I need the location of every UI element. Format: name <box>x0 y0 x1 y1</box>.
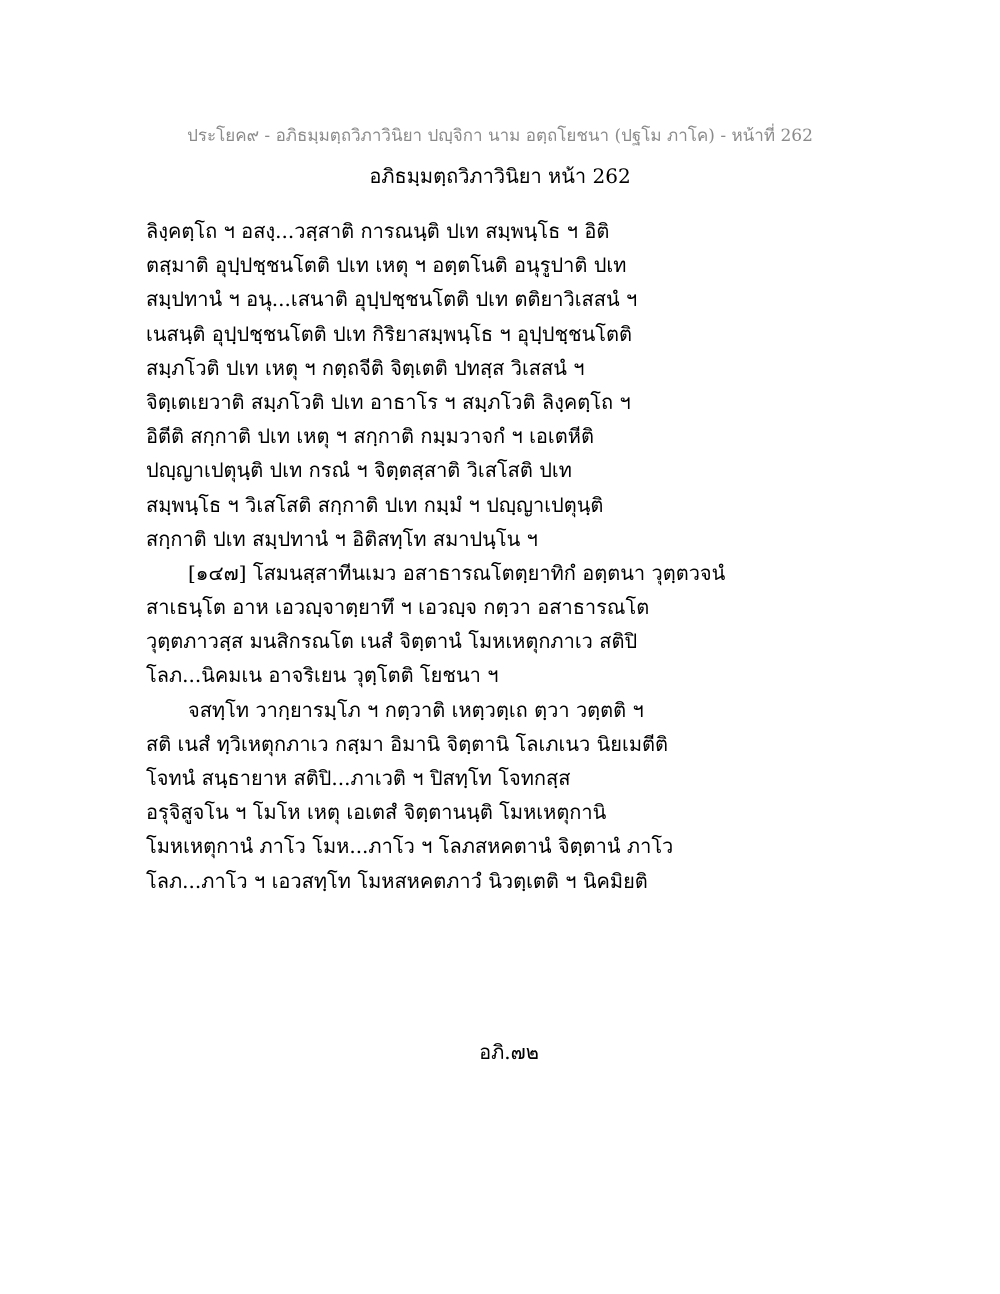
text-line: สติ เนสํ ทฺวิเหตุกภาเว กสฺมา อิมานิ จิตฺตานิ โลเภเนว นิยเมตีติ <box>146 731 668 756</box>
paragraph-start-line: จสทฺโท วากฺยารมฺโภ ฯ กตฺวาติ เหตฺวตฺเถ ตฺวา วตฺตติ ฯ <box>188 697 644 722</box>
text-line: อิตีติ สกฺกาติ ปเท เหตุ ฯ สกฺกาติ กมฺมวาจกํ ฯ เอเตหีติ <box>146 424 594 449</box>
page-reference: อภิ.๗๒ <box>479 1040 539 1064</box>
text-line: อรุจิสูจโน ฯ โมโห เหตุ เอเตสํ จิตฺตานนฺติ โมหเหตุกานิ <box>146 800 607 825</box>
text-line: สมฺปทานํ ฯ อนุ...เสนาติ อุปฺปชฺชนโตติ ปเท ตติยาวิเสสนํ ฯ <box>146 287 638 312</box>
text-line: โจทนํ สนฺธายาห สติปิ...ภาเวติ ฯ ปิสทฺโท โจทกสฺส <box>146 766 571 790</box>
paragraph-start-line: [๑๔๗] โสมนสฺสาทีนเมว อสาธารณโตตฺยาทิกํ อตฺตนา วุตฺตวจนํ <box>188 560 726 585</box>
text-line: โลภ...นิคมเน อาจริเยน วุตฺโตติ โยชนา ฯ <box>146 663 499 688</box>
text-line: โลภ...ภาโว ฯ เอวสทฺโท โมหสหคตภาวํ นิวตฺเตติ ฯ นิคมิยติ <box>146 868 648 893</box>
page-title: อภิธมฺมตฺถวิภาวินิยา หน้า 262 <box>369 164 631 188</box>
text-line: วุตฺตภาวสฺส มนสิกรณโต เนสํ จิตฺตานํ โมหเหตุกภาเว สติปิ <box>146 629 638 654</box>
text-line: ตสฺมาติ อุปฺปชฺชนโตติ ปเท เหตุ ฯ อตฺตโนติ อนุรูปาติ ปเท <box>146 253 627 278</box>
body-text <box>146 214 866 898</box>
text-line: ปญฺญาเปตุนฺติ ปเท กรณํ ฯ จิตฺตสฺสาติ วิเสโสติ ปเท <box>146 458 572 483</box>
running-header: ประโยค๙ - อภิธมฺมตฺถวิภาวินิยา ปญฺจิกา นาม อตฺถโยชนา (ปฐโม ภาโค) - หน้าที่ 262 <box>187 126 813 146</box>
text-line: ลิงฺคตฺโถ ฯ อสงฺ...วสฺสาติ การณนฺติ ปเท สมฺพนฺโธ ฯ อิติ <box>146 219 610 243</box>
text-line: สาเธนฺโต อาห เอวญฺจาตฺยาทึ ฯ เอวญฺจ กตฺวา อสาธารณโต <box>146 595 650 620</box>
text-line: สมฺภโวติ ปเท เหตุ ฯ กตฺถจีติ จิตฺเตติ ปทสฺส วิเสสนํ ฯ <box>146 355 585 380</box>
text-line: สมฺพนฺโธ ฯ วิเสโสติ สกฺกาติ ปเท กมฺมํ ฯ ปญฺญาเปตุนฺติ <box>146 492 604 517</box>
text-line: เนสนฺติ อุปฺปชฺชนโตติ ปเท กิริยาสมฺพนฺโธ ฯ อุปฺปชฺชนโตติ <box>146 321 632 346</box>
text-line: สกฺกาติ ปเท สมฺปทานํ ฯ อิติสทฺโท สมาปนฺโน ฯ <box>146 526 538 551</box>
text-line: จิตฺเตเยวาติ สมฺภโวติ ปเท อาธาโร ฯ สมฺภโวติ ลิงฺคตฺโถ ฯ <box>146 389 631 414</box>
text-line: โมหเหตุกานํ ภาโว โมห...ภาโว ฯ โลภสหคตานํ จิตฺตานํ ภาโว <box>146 834 674 859</box>
